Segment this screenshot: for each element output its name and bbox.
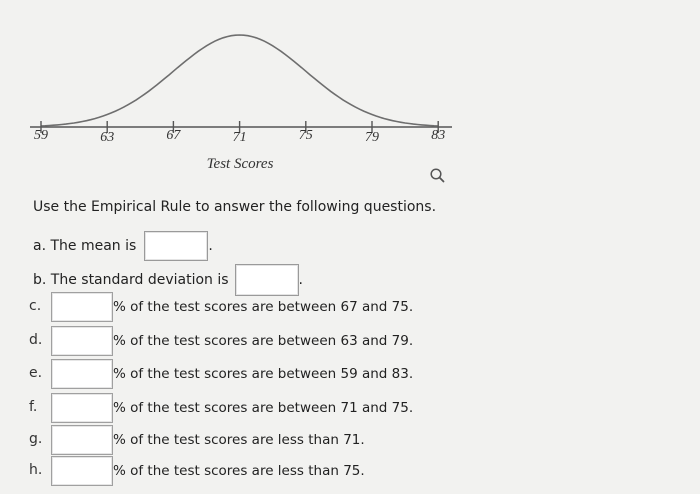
percent-question-row [29,456,429,486]
question-a [33,231,213,261]
question-letter: h. [29,462,43,478]
instructions-text: Use the Empirical Rule to answer the following questions. [33,199,437,215]
percent-question-row [29,292,429,322]
percent-answer-box[interactable] [51,425,113,455]
question-text: % of the test scores are between 59 and 83. [113,366,414,382]
question-letter: c. [29,298,42,314]
x-axis-title: Test Scores [206,156,274,172]
percent-answer-box[interactable] [51,326,113,356]
x-tick-label: 71 [232,130,247,145]
question-b-suffix: . [298,272,303,288]
x-tick-label: 63 [100,130,115,145]
question-text: % of the test scores are between 63 and 79. [113,333,414,349]
question-text: % of the test scores are less than 71. [113,432,365,448]
x-tick-label: 67 [166,128,181,143]
question-letter: e. [29,365,43,381]
question-letter: d. [29,332,43,348]
question-a-label: a. The mean is [33,238,137,254]
percent-answer-box[interactable] [51,456,113,486]
x-tick-label: 79 [365,130,379,145]
percent-answer-box[interactable] [51,393,113,423]
percent-question-row [29,359,429,389]
question-text: % of the test scores are between 67 and 75. [113,299,414,315]
x-tick-label: 75 [298,128,313,143]
percent-answer-box[interactable] [51,359,113,389]
normal-curve [41,35,438,126]
percent-question-row [29,425,429,455]
question-a-suffix: . [208,238,213,254]
question-text: % of the test scores are between 71 and 75. [113,400,414,416]
percent-answer-box[interactable] [51,292,113,322]
question-text: % of the test scores are less than 75. [113,463,365,479]
magnifier-icon[interactable] [429,167,445,183]
question-b-label: b. The standard deviation is [33,272,229,288]
question-letter: f. [29,399,38,415]
x-tick-label: 59 [34,128,48,143]
question-letter: g. [29,431,43,447]
x-tick-label: 83 [431,128,446,143]
percent-question-row [29,326,429,356]
percent-question-row [29,393,429,423]
mean-answer-box[interactable] [144,231,208,261]
